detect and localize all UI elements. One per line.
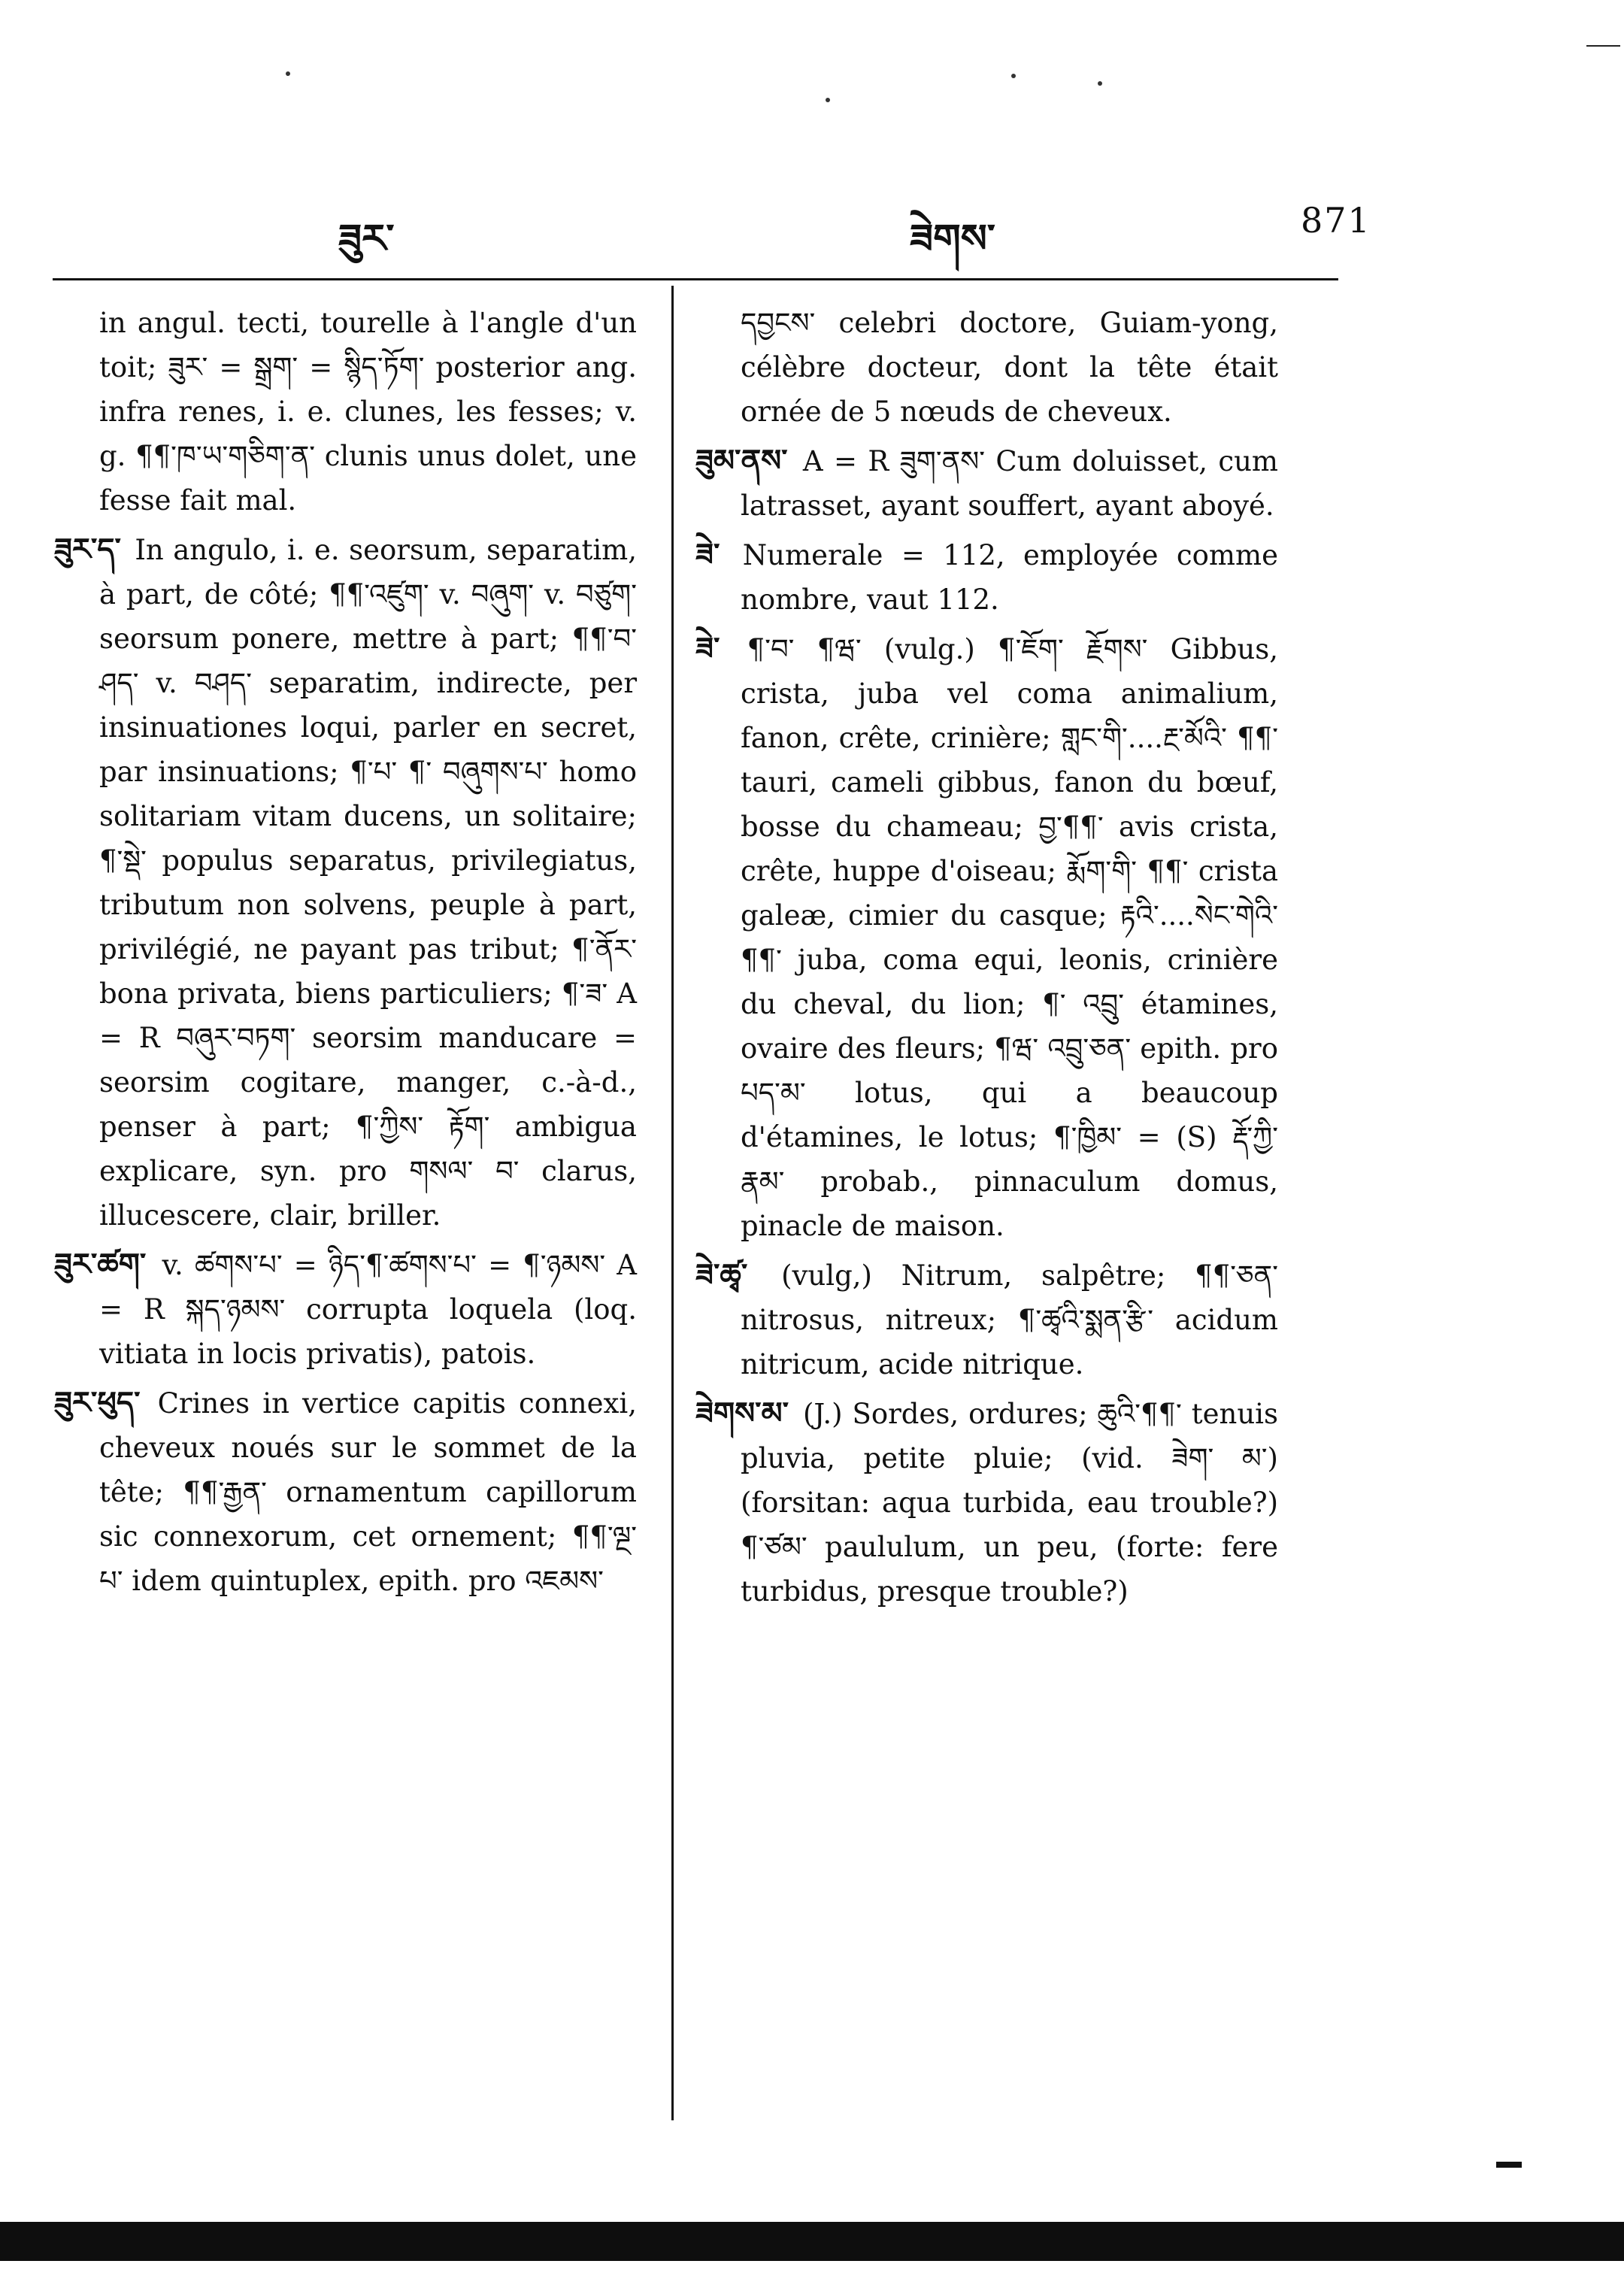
entry-continuation [695,301,1278,434]
speck [1011,74,1016,78]
entry-headword: ཟུམ་ནས་ [695,443,788,478]
entry-text: (J.) Sordes, ordures; ཆུའི་¶¶་ tenuis pluvia, petite pluie; (vid. ཟེག་ མ་) (forsitan: aqua turbida, eau trouble?) ¶་ཙམ་ paululum, un peu, (forte: fere turbidus, presque trouble?) [741,1398,1279,1608]
right-column [695,301,1278,1618]
dictionary-entry [695,532,1278,622]
entry-headword: ཟུར་ཚག་ [54,1247,147,1282]
speck [826,98,830,102]
dictionary-entry [695,1253,1278,1386]
header-rule [53,278,1338,280]
entry-text: Numerale = 112, employée comme nombre, vaut 112. [741,539,1278,616]
entry-text: Crines in vertice capitis connexi, cheveux noués sur le sommet de la tête; ¶¶་རྒྱན་ ornamentum capillorum sic connexorum, cet ornement; ¶¶་ལྔ་ པ་ idem quintuplex, epith. pro འཇམས་ [99,1387,637,1597]
entry-text: (vulg,) Nitrum, salpêtre; ¶¶་ཅན་ nitrosus, nitreux; ¶་ཚྭའི་སྨན་རྩི་ acidum nitricum, acide nitrique. [741,1259,1278,1380]
entry-text: In angulo, i. e. seorsum, separatim, à part, de côté; ¶¶་འཛུག་ v. བཞུག་ v. བཙུག་ seorsum ponere, mettre à part; ¶¶་བ་ཤད་ v. བཤད་ separatim, indirecte, per insinuationes loqui, parler en secret, par insinuations; ¶་པ་ ¶་ བཞུགས་པ་ homo solitariam vitam ducens, un solitaire; ¶་སྡེ་ populus separatus, privilegiatus, tributum non solvens, peuple à part, privilégié, ne payant pas tribut; ¶་ནོར་ bona privata, biens particuliers; ¶་ཟ་ A = R བཞུར་བཏག་ seorsim manducare = seorsim cogitare, manger, c.-à-d., penser à part; ¶་ཀྱིས་ རྟོག་ ambigua explicare, syn. pro གསལ་ བ་ clarus, illucescere, clair, briller. [99,534,638,1232]
margin-mark [1496,2162,1522,2168]
dictionary-entry [54,1380,637,1603]
entry-headword: ཟུར་ད་ [54,532,121,567]
left-column [54,301,637,1608]
entry-text: A = R ཟུག་ནས་ Cum doluisset, cum latrasset, ayant souffert, ayant aboyé. [741,445,1279,522]
entry-headword: ཟུར་ཕུད་ [54,1385,141,1420]
entry-headword: ཟེ་ཚྭ་ [695,1257,748,1293]
entry-headword: ཟེ་ [695,537,720,572]
page-header [53,195,1371,262]
column-divider [671,286,674,2120]
dictionary-entry [695,1391,1278,1614]
entry-headword: ཟེགས་མ་ [695,1396,789,1431]
margin-mark [1586,45,1620,47]
entry-continuation [54,301,637,523]
entry-text: in angul. tecti, tourelle à l'angle d'un toit; ཟུར་ = སྒྲག་ = སྙིད་ཏོག་ posterior ang. infra renes, i. e. clunes, les fesses; v. g. ¶¶་ཁ་ཡ་གཅིག་ན་ clunis unus dolet, une fesse fait mal. [99,307,637,517]
dictionary-entry [54,527,637,1238]
page-number: 871 [1301,200,1371,241]
dictionary-entry [54,1242,637,1376]
speck [1098,81,1102,86]
entry-text: ¶་བ་ ¶ཝ་ (vulg.) ¶་ཇོག་ རྗོགས་ Gibbus, crista, juba vel coma animalium, fanon, crête, crinière; གླང་གི་....རྔ་མོའི་ ¶¶་ tauri, cameli gibbus, fanon du bœuf, bosse du chameau; བྱ་¶¶་ avis crista, crête, huppe d'oiseau; རྨོག་གི་ ¶¶་ crista galeæ, cimier du casque; རྟའི་....སེང་གེའི་¶¶་ juba, coma equi, leonis, crinière du cheval, du lion; ¶་ འབྲུ་ étamines, ovaire des fleurs; ¶ཝ་ འབྲུ་ཅན་ epith. pro པད་མ་ lotus, qui a beaucoup d'étamines, le lotus; ¶་ཁྱིམ་ = (S) རྡོ་ཀྱི་རྣམ་ probab., pinnaculum domus, pinacle de maison. [741,633,1278,1242]
entry-text: དབྱངས་ celebri doctore, Guiam-yong, célèbre docteur, dont la tête était ornée de 5 nœuds de cheveux. [741,307,1278,428]
left-running-headword: ཟུར་ [338,216,395,262]
dictionary-entry [695,438,1278,528]
entry-text: v. ཚགས་པ་ = ཉིད་¶་ཚགས་པ་ = ¶་ཉམས་ A = R སྐད་ཉམས་ corrupta loquela (loq. vitiata in locis privatis), patois. [99,1249,637,1370]
center-running-headword: ཟེགས་ [910,216,995,262]
entry-headword: ཟེ་ [695,631,720,666]
dictionary-entry [695,626,1278,1248]
speck [286,71,290,76]
scan-edge-bar [0,2222,1624,2261]
